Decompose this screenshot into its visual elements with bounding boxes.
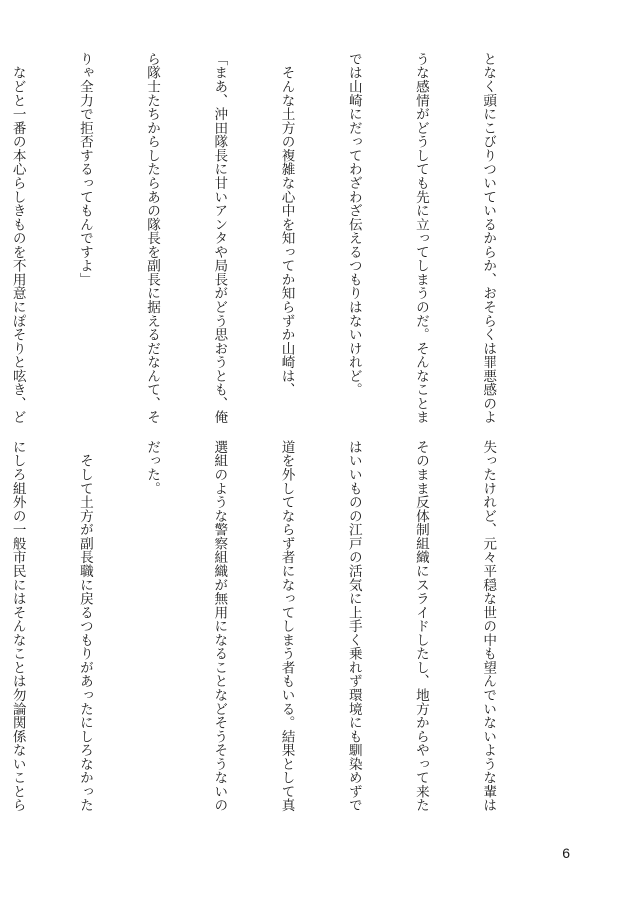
text-line: だった。 (144, 440, 161, 496)
text-line: 選組のような警察組織が無用になることなどそうそうないの (211, 440, 228, 813)
text-line: 「まあ、沖田隊長に甘いアンタや局長がどう思おうとも、俺 (211, 52, 228, 425)
text-line: ら隊士たちからしたらあの隊長を副長に据えるだなんて、そ (144, 52, 161, 425)
text-line: 道を外してならず者になってしまう者もいる。結果として真 (278, 440, 295, 813)
text-line: などと一番の本心らしきものを不用意にぽそりと呟き、ど (9, 52, 26, 425)
text-line: では山崎にだってわざわざ伝えるつもりはないけれど。 (345, 52, 362, 397)
text-line: そして土方が副長職に戻るつもりがあったにしろなかった (76, 440, 93, 813)
text-line: にしろ組外の一般市民にはそんなことは勿論関係ないことら (9, 440, 26, 813)
text-line: はいいものの江戸の活気に上手く乗れず環境にも馴染めずで (345, 440, 362, 813)
text-line: となく頭にこびりついているからか、おそらくは罪悪感のよ (480, 52, 497, 425)
upper-text-block (9, 52, 544, 425)
text-line: うな感情がどうしても先に立ってしまうのだ。そんなことま (412, 52, 429, 425)
page-number: 6 (562, 845, 570, 861)
text-line: そんな土方の複雑な心中を知ってか知らずか山崎は、 (278, 52, 295, 397)
text-line: 失ったけれど、元々平穏な世の中も望んでいないような輩は (480, 440, 497, 813)
text-line: そのまま反体制組織にスライドしたし、地方からやって来た (412, 440, 429, 813)
lower-text-block (9, 440, 544, 813)
text-line: りゃ全力で拒否するってもんですよ」 (76, 52, 93, 287)
